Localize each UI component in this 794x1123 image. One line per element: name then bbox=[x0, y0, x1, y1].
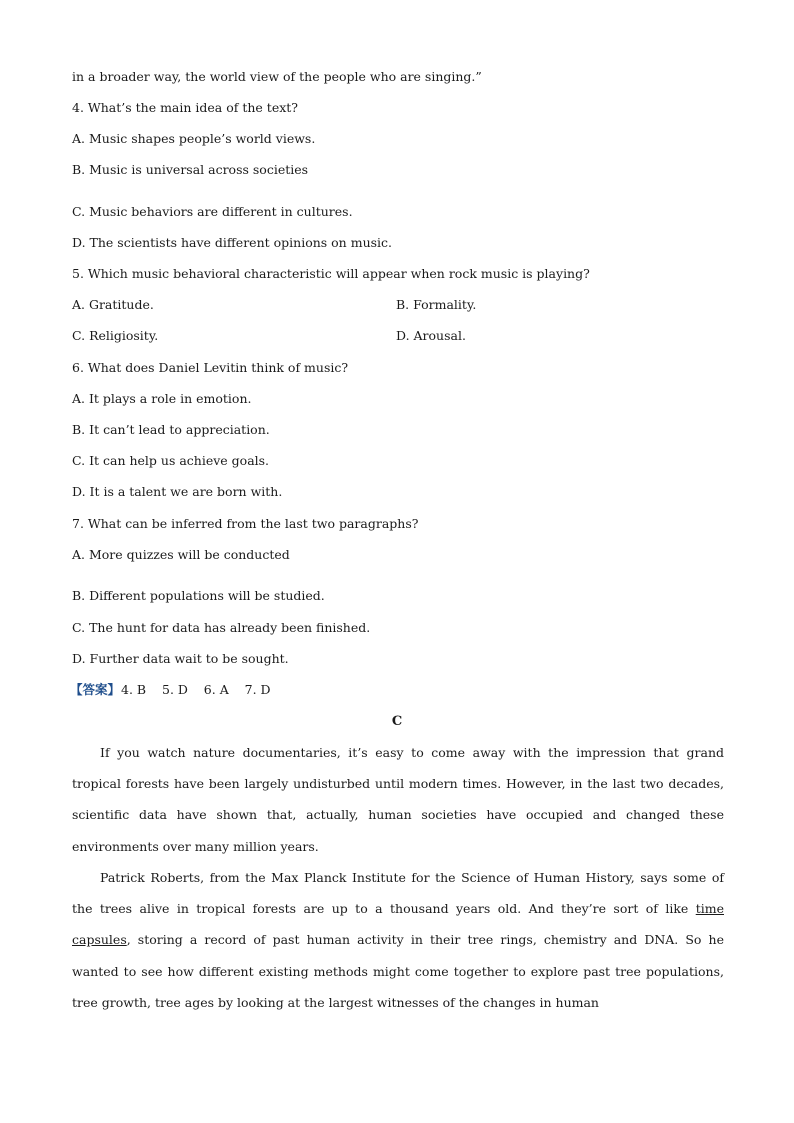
question-7-option-b: B. Different populations will be studied. bbox=[72, 588, 325, 603]
continued-quote-line: in a broader way, the world view of the people who are singing.” bbox=[72, 69, 482, 84]
question-4-option-c: C. Music behaviors are different in cultures. bbox=[72, 204, 353, 219]
question-5-option-b: B. Formality. bbox=[396, 297, 477, 312]
question-6-stem: 6. What does Daniel Levitin think of music? bbox=[72, 360, 349, 375]
answer-label: 【答案】 bbox=[70, 682, 121, 697]
section-c-paragraph-1: If you watch nature documentaries, it’s easy to come away with the impression that grand tropical forests have been largely undisturbed until modern times. However, in the last two decades, scientific data have shown that, actually, human societies have occupied and changed these environments over many million years. bbox=[72, 745, 724, 854]
question-5-option-d: D. Arousal. bbox=[396, 328, 466, 343]
answer-values: 4. B 5. D 6. A 7. D bbox=[121, 682, 271, 697]
question-6-option-c: C. It can help us achieve goals. bbox=[72, 453, 270, 468]
question-5-option-a: A. Gratitude. bbox=[72, 297, 154, 312]
answer-line bbox=[70, 682, 271, 698]
section-title: C bbox=[391, 714, 403, 729]
question-6-option-d: D. It is a talent we are born with. bbox=[72, 484, 283, 499]
question-7-option-d: D. Further data wait to be sought. bbox=[72, 651, 289, 666]
section-c-paragraph-2 bbox=[72, 862, 724, 1018]
question-6-option-b: B. It can’t lead to appreciation. bbox=[72, 422, 270, 437]
paragraph-2-text-end: , storing a record of past human activity in their tree rings, chemistry and DNA. So he wanted to see how different existing methods might come together to explore past tree populations, tree growth, tree ages by looking at the largest witnesses of the changes in human bbox=[72, 932, 724, 1010]
question-7-option-c: C. The hunt for data has already been finished. bbox=[72, 620, 371, 635]
question-7-stem: 7. What can be inferred from the last two paragraphs? bbox=[72, 516, 419, 531]
paragraph-2-text-start: Patrick Roberts, from the Max Planck Institute for the Science of Human History, says some of the trees alive in tropical forests are up to a thousand years old. And they’re sort of like bbox=[72, 870, 724, 917]
question-5-option-c: C. Religiosity. bbox=[72, 328, 159, 343]
question-7-option-a: A. More quizzes will be conducted bbox=[72, 547, 290, 562]
question-4-option-a: A. Music shapes people’s world views. bbox=[72, 131, 316, 146]
underlined-phrase: time capsules bbox=[72, 901, 724, 948]
question-5-stem: 5. Which music behavioral characteristic will appear when rock music is playing? bbox=[72, 266, 590, 281]
question-4-option-d: D. The scientists have different opinions on music. bbox=[72, 235, 393, 250]
question-6-option-a: A. It plays a role in emotion. bbox=[72, 391, 252, 406]
question-4-stem: 4. What’s the main idea of the text? bbox=[72, 100, 298, 115]
question-4-option-b: B. Music is universal across societies bbox=[72, 162, 309, 177]
